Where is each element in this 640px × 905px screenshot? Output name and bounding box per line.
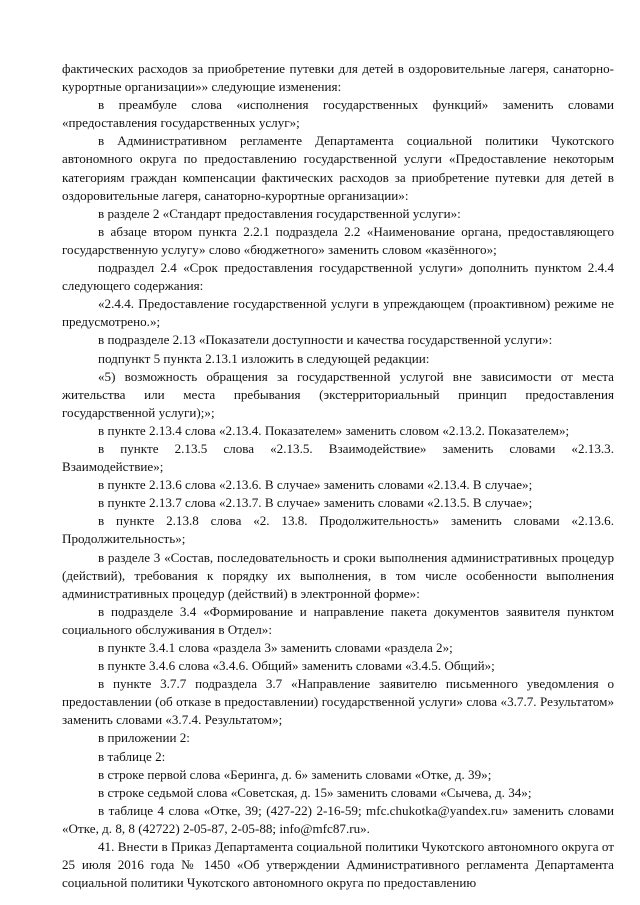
- paragraph: «2.4.4. Предоставление государственной услуги в упреждающем (проактивном) режиме не предусмотрено.»;: [62, 296, 614, 330]
- paragraph: подраздел 2.4 «Срок предоставления государственной услуги» дополнить пунктом 2.4.4 следующего содержания:: [62, 260, 614, 294]
- paragraph: 41. Внести в Приказ Департамента социальной политики Чукотского автономного округа от 25 июля 2016 года № 1450 «Об утверждении Административного регламента Департамента социальной политики Чукотского автономного округа по предоставлению: [62, 839, 614, 891]
- paragraph: в подразделе 3.4 «Формирование и направление пакета документов заявителя пунктом социального обслуживания в Отдел»:: [62, 603, 614, 637]
- paragraph: в таблице 2:: [98, 748, 166, 764]
- paragraph: в пункте 2.13.7 слова «2.13.7. В случае» заменить словами «2.13.5. В случае»;: [98, 495, 533, 511]
- paragraph: фактических расходов за приобретение путевки для детей в оздоровительные лагеря, санаторно-курортные организации»» следующие изменения:: [62, 61, 614, 95]
- paragraph: в пункте 2.13.4 слова «2.13.4. Показателем» заменить словом «2.13.2. Показателем»;: [98, 422, 570, 438]
- paragraph: в пункте 2.13.8 слова «2. 13.8. Продолжительность» заменить словами «2.13.6. Продолжительность»;: [62, 513, 614, 547]
- paragraph: в подразделе 2.13 «Показатели доступности и качества государственной услуги»:: [98, 332, 553, 348]
- paragraph: в пункте 3.7.7 подраздела 3.7 «Направление заявителю письменного уведомления о предоставлении (об отказе в предоставлении) государственной услуги» слова «3.7.7. Результатом» заменить словами «3.7.4. Результатом»;: [62, 676, 614, 728]
- paragraph: в Административном регламенте Департамента социальной политики Чукотского автономного округа по предоставлению государственной услуги «Предоставление некоторым категориям граждан компенсации фактических расходов за приобретение путевки для детей в оздоровительные лагеря, санаторно-курортные организации»:: [62, 133, 614, 203]
- paragraph: в преамбуле слова «исполнения государственных функций» заменить словами «предоставления государственных услуг»;: [62, 97, 614, 131]
- paragraph: в приложении 2:: [98, 730, 190, 746]
- paragraph: в разделе 2 «Стандарт предоставления государственной услуги»:: [98, 205, 461, 221]
- paragraph: в пункте 3.4.1 слова «раздела 3» заменить словами «раздела 2»;: [98, 640, 453, 655]
- paragraph: в разделе 3 «Состав, последовательность и сроки выполнения административных процедур (действий), требования к порядку их выполнения, в том числе особенности выполнения административных процедур (действий) в электронной форме»:: [62, 549, 614, 601]
- paragraph: в таблице 4 слова «Отке, 39; (427-22) 2-16-59; mfc.chukotka@yandex.ru» заменить словами «Отке, д. 8, 8 (42722) 2-05-87, 2-05-88; info@mfc87.ru».: [62, 802, 614, 836]
- paragraph: в строке первой слова «Беринга, д. 6» заменить словами «Отке, д. 39»;: [98, 766, 492, 782]
- paragraph: в абзаце втором пункта 2.2.1 подраздела 2.2 «Наименование органа, предоставляющего государственную услугу» слово «бюджетного» заменить словом «казённого»;: [62, 223, 614, 257]
- paragraph: «5) возможность обращения за государственной услугой вне зависимости от места жительства или места пребывания (экстерриториальный принцип предоставления государственной услуги);»;: [62, 368, 614, 420]
- paragraph: в строке седьмой слова «Советская, д. 15» заменить словами «Сычева, д. 34»;: [98, 784, 532, 800]
- paragraph: в пункте 2.13.6 слова «2.13.6. В случае» заменить словами «2.13.4. В случае»;: [98, 477, 533, 493]
- paragraph: в пункте 3.4.6 слова «3.4.6. Общий» заменить словами «3.4.5. Общий»;: [98, 658, 495, 674]
- paragraph: подпункт 5 пункта 2.13.1 изложить в следующей редакции:: [98, 350, 430, 366]
- paragraph: в пункте 2.13.5 слова «2.13.5. Взаимодействие» заменить словами «2.13.3. Взаимодействие»;: [62, 440, 614, 475]
- document-body: [62, 60, 614, 892]
